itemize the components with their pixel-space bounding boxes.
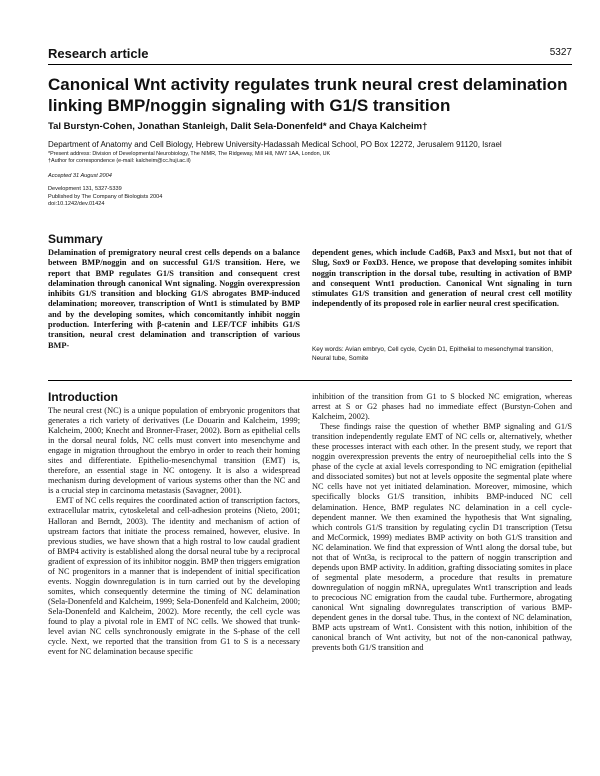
intro-paragraph: These findings raise the question of whether BMP signaling and G1/S transition independently regulate EMT of NC cells or, alternatively, whether these processes interact with each other. In the present study, we report that noggin overexpression prevents the entry of neuroepithelial cells into the S phase of the cycle at axial levels corresponding to NC emigration (epithelial and dissociated somites) but not at levels opposite the segmental plate where NC cells have not yet initiated delamination. Moreover, mimosine, which specifically blocks G1/S transition, inhibits BMP-induced NC cell delamination. Hence, BMP regulates NC delamination in a cell cycle-dependent manner. We then examined the hypothesis that Wnt signaling, which controls G1/S transition by regulating cyclin D1 transcription (Tetsu and McCormick, 1999) mediates BMP activity on both G1/S transition and NC delamination. We find that expression of Wnt1 along the dorsal tube, but not that of Wnt3a, is reciprocal to the pattern of noggin transcription and depends upon BMP activity. In addition, grafting dissociating somites in place of segmental plate mesoderm, a procedure that results in premature downregulation of noggin mRNA, upregulates Wnt1 transcription and leads to precocious NC emigration from the caudal tube. Furthermore, abrogating canonical Wnt signaling downregulates transcription of various BMP-dependent genes in the dorsal tube. Thus, in the context of NC delamination, BMP acts upstream of Wnt1. Consistent with this notion, inhibition of the canonical branch of Wnt activity, but not of the non-canonical pathway, prevents both G1/S transition and (312, 422, 572, 653)
present-address-note: *Present address: Division of Developmental Neurobiology, The NIMR, The Ridgeway, Mill Hill, NW7 1AA, London, UK (48, 151, 331, 157)
article-type: Research article (48, 46, 149, 61)
section-rule (48, 380, 572, 381)
author-notes (48, 151, 572, 165)
summary-heading: Summary (48, 232, 103, 246)
journal-citation: Development 131, 5327-5339 (48, 186, 122, 192)
publisher-line: Published by The Company of Biologists 2004 (48, 193, 163, 200)
keywords: Key words: Avian embryo, Cell cycle, Cyclin D1, Epithelial to mesenchymal transition, Neural tube, Somite (312, 346, 554, 362)
correspondence-note: †Author for correspondence (e-mail: kalcheim@cc.huji.ac.il) (48, 158, 191, 164)
intro-paragraph: inhibition of the transition from G1 to S blocked NC emigration, whereas arrest at S or G2 phases had no immediate effect (Burstyn-Cohen and Kalcheim, 2002). (312, 392, 572, 422)
header-rule (48, 64, 572, 65)
summary-text-col1: Delamination of premigratory neural crest cells depends on a balance between BMP/noggin and on successful G1/S transition. Here, we report that BMP regulates G1/S transition and consequent crest delamination through canonical Wnt signaling. Noggin overexpression inhibits G1/S transition and blocking G1/S abrogates BMP-induced delamination; moreover, transcription of Wnt1 is stimulated by BMP and by the developing somites, which concomitantly inhibit noggin production. Interfering with β-catenin and LEF/TCF inhibits G1/S transition, neural crest delamination and transcription of various BMP- (48, 248, 300, 350)
page-number: 5327 (549, 47, 572, 58)
article-title: Canonical Wnt activity regulates trunk neural crest delamination linking BMP/noggin signaling with G1/S transition (48, 75, 568, 115)
doi-line: doi:10.1242/dev.01424 (48, 201, 105, 207)
intro-paragraph: EMT of NC cells requires the coordinated action of transcription factors, extracellular matrix, cytoskeletal and cell-adhesion proteins (Nieto, 2001; Halloran and Berndt, 2003). The identity and mechanism of action of upstream factors that initiate the process remained, however, elusive. In previous studies, we have shown that a high rostral to low caudal gradient of BMP4 activity is established along the dorsal neural tube by a reciprocal gradient of expression of its inhibitor noggin. BMP then triggers emigration of NC progenitors in a manner that is independent of initial specification events. Noggin downregulation is in turn carried out by the developing somites, which consequently determine the timing of NC delamination (Sela-Donenfeld and Kalcheim, 1999; Sela-Donenfeld and Kalcheim, 2000; Sela-Donenfeld and Kalcheim, 2002). More recently, the cell cycle was found to play a pivotal role in EMT of NC cells. We showed that trunk-level avian NC cells synchronously emigrate in the S-phase of the cell cycle. Next, we reported that the transition from G1 to S is a necessary event for NC delamination because specific (48, 496, 300, 657)
introduction-heading: Introduction (48, 390, 118, 404)
intro-col2 (312, 392, 572, 653)
affiliation: Department of Anatomy and Cell Biology, Hebrew University-Hadassah Medical School, PO Box 12272, Jerusalem 91120, Israel (48, 140, 502, 149)
accepted-date: Accepted 31 August 2004 (48, 173, 112, 179)
author-list: Tal Burstyn-Cohen, Jonathan Stanleigh, Dalit Sela-Donenfeld* and Chaya Kalcheim† (48, 121, 428, 132)
intro-paragraph: The neural crest (NC) is a unique population of embryonic progenitors that generates a rich variety of derivatives (Le Douarin and Kalcheim, 1999; Kalcheim, 2000; Knecht and Bronner-Fraser, 2002). Born as epithelial cells in the dorsal neural folds, NC cells must convert into mesenchyme and engage in migration throughout the embryo in order to reach their homing sites and differentiate. Epithelio-mesenchymal transition (EMT) is, therefore, an essential stage in NC ontogeny. It is also a widespread mechanism during development of various systems other than the NC and is a crucial step in carcinoma metastasis (Savagner, 2001). (48, 406, 300, 496)
publication-info (48, 186, 162, 209)
summary-text-col2: dependent genes, which include Cad6B, Pax3 and Msx1, but not that of Slug, Sox9 or FoxD3. Hence, we propose that developing somites inhibit noggin transcription in the dorsal tube, resulting in activation of BMP and consequent Wnt1 production. Canonical Wnt signaling in turn stimulates G1/S transition and generation of neural crest cell motility independently of its proposed role in earlier neural crest specification. (312, 248, 572, 309)
running-header (48, 46, 572, 66)
intro-col1 (48, 406, 300, 657)
